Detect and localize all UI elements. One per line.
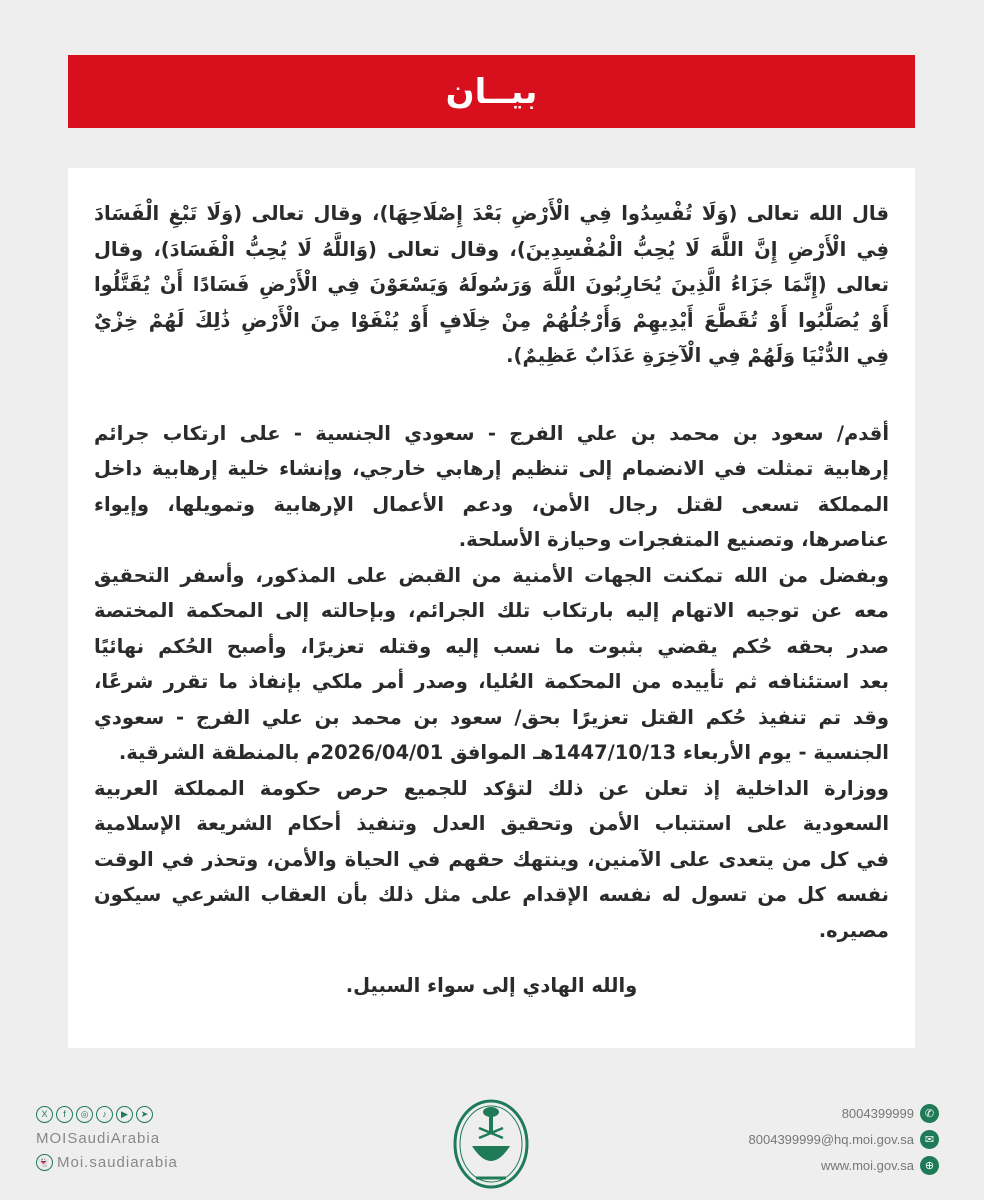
email-icon: ✉ xyxy=(920,1130,939,1149)
text-line: عناصرها، وتصنيع المتفجرات وحيازة الأسلحة. xyxy=(458,528,889,551)
phone-number[interactable]: 8004399999 xyxy=(841,1105,914,1121)
text-line: صدر بحقه حُكم يقضي بثبوت ما نسب إليه وقتله تعزيرًا، وأصبح الحُكم نهائيًا xyxy=(94,634,889,658)
facebook-icon[interactable]: f xyxy=(56,1106,73,1123)
text-line: المملكة تسعى لقتل رجال الأمن، ودعم الأعمال الإرهابية وتمويلها، وإيواء xyxy=(94,492,889,516)
text-line: في كل من يتعدى على الآمنين، وينتهك حقهم في الحياة والأمن، وتحذر في الوقت xyxy=(94,847,889,871)
text-line: أَوْ يُصَلَّبُوا أَوْ تُقَطَّعَ أَيْدِيهِمْ وَأَرْجُلُهُمْ مِنْ خِلَافٍ أَوْ يُنْفَوْا مِنَ الْأَرْضِ ذَٰلِكَ لَهُمْ خِزْيٌ xyxy=(94,308,889,332)
social-handle[interactable]: MOISaudiArabia xyxy=(36,1129,161,1147)
telegram-icon[interactable]: ➤ xyxy=(136,1106,153,1123)
ministry-emblem-icon xyxy=(452,1098,530,1190)
snapchat-handle[interactable]: Moi.saudiarabia xyxy=(57,1153,178,1171)
website-link[interactable]: www.moi.gov.sa xyxy=(821,1157,914,1173)
youtube-icon[interactable]: ▶ xyxy=(116,1106,133,1123)
text-line: نفسه كل من تسول له نفسه الإقدام على مثل ذلك بأن العقاب الشرعي سيكون xyxy=(94,883,889,906)
text-line: مصيره. xyxy=(818,918,889,942)
text-line: فِي الدُّنْيَا وَلَهُمْ فِي الْآخِرَةِ عَذَابٌ عَظِيمٌ). xyxy=(506,344,889,367)
text-line: وبفضل من الله تمكنت الجهات الأمنية من القبض على المذكور، وأسفر التحقيق xyxy=(94,563,889,587)
text-line: ووزارة الداخلية إذ تعلن عن ذلك لتؤكد للجميع حرص حكومة المملكة العربية xyxy=(94,776,889,800)
paragraph xyxy=(94,558,889,771)
page-title: بيــان xyxy=(445,71,538,112)
statement-body xyxy=(94,196,889,1003)
globe-icon: ⊕ xyxy=(920,1156,939,1175)
text-line: السعودية على استتباب الأمن وتحقيق العدل وتنفيذ أحكام الشريعة الإسلامية xyxy=(94,812,889,835)
footer xyxy=(0,1080,984,1173)
x-icon[interactable]: X xyxy=(36,1106,53,1123)
text-line: وقد تم تنفيذ حُكم القتل تعزيرًا بحق/ سعود بن محمد بن علي الفرج - سعودي xyxy=(94,705,889,729)
email-address[interactable]: 8004399999@hq.moi.gov.sa xyxy=(748,1131,914,1147)
text-line: معه عن توجيه الاتهام إليه بارتكاب تلك الجرائم، وبإحالته إلى المحكمة المختصة xyxy=(94,599,889,622)
text-line: الجنسية - يوم الأربعاء 1447/10/13هـ الموافق 2026/04/01م بالمنطقة الشرقية. xyxy=(118,741,889,764)
text-line: فِي الْأَرْضِ إِنَّ اللَّهَ لَا يُحِبُّ الْمُفْسِدِينَ)، وقال تعالى (وَاللَّهُ لَا يُحِبُّ الْفَسَادَ)، وقال xyxy=(94,237,889,261)
text-line: إرهابية تمثلت في الانضمام إلى تنظيم إرهابي خارجي، وإنشاء خلية إرهابية داخل xyxy=(94,457,889,480)
paragraph xyxy=(94,416,889,558)
phone-icon: ✆ xyxy=(920,1104,939,1123)
text-line: قال الله تعالى (وَلَا تُفْسِدُوا فِي الْأَرْضِ بَعْدَ إِصْلَاحِهَا)، وقال تعالى (وَلَا تَبْغِ الْفَسَادَ xyxy=(94,202,889,225)
paragraph-gap xyxy=(94,374,889,416)
tiktok-icon[interactable]: ♪ xyxy=(96,1106,113,1123)
text-line: بعد استئنافه ثم تأييده من المحكمة العُليا، وصدر أمر ملكي بإنفاذ ما تقرر شرعًا، xyxy=(94,670,889,693)
paragraph xyxy=(94,196,889,374)
contact-info xyxy=(749,1100,939,1178)
text-line: تعالى (إِنَّمَا جَزَاءُ الَّذِينَ يُحَارِبُونَ اللَّهَ وَرَسُولَهُ وَيَسْعَوْنَ فِي الْأَرْضِ فَسَادًا أَنْ يُقَتَّلُوا xyxy=(94,273,889,296)
statement-card xyxy=(68,168,915,1048)
social-links xyxy=(36,1102,178,1174)
snapchat-icon[interactable]: 👻 xyxy=(36,1154,53,1171)
closing-line: والله الهادي إلى سواء السبيل. xyxy=(345,974,638,997)
instagram-icon[interactable]: ◎ xyxy=(76,1106,93,1123)
title-banner xyxy=(68,55,915,128)
text-line: أقدم/ سعود بن محمد بن علي الفرج - سعودي الجنسية - على ارتكاب جرائم xyxy=(94,421,889,445)
paragraph xyxy=(94,771,889,949)
